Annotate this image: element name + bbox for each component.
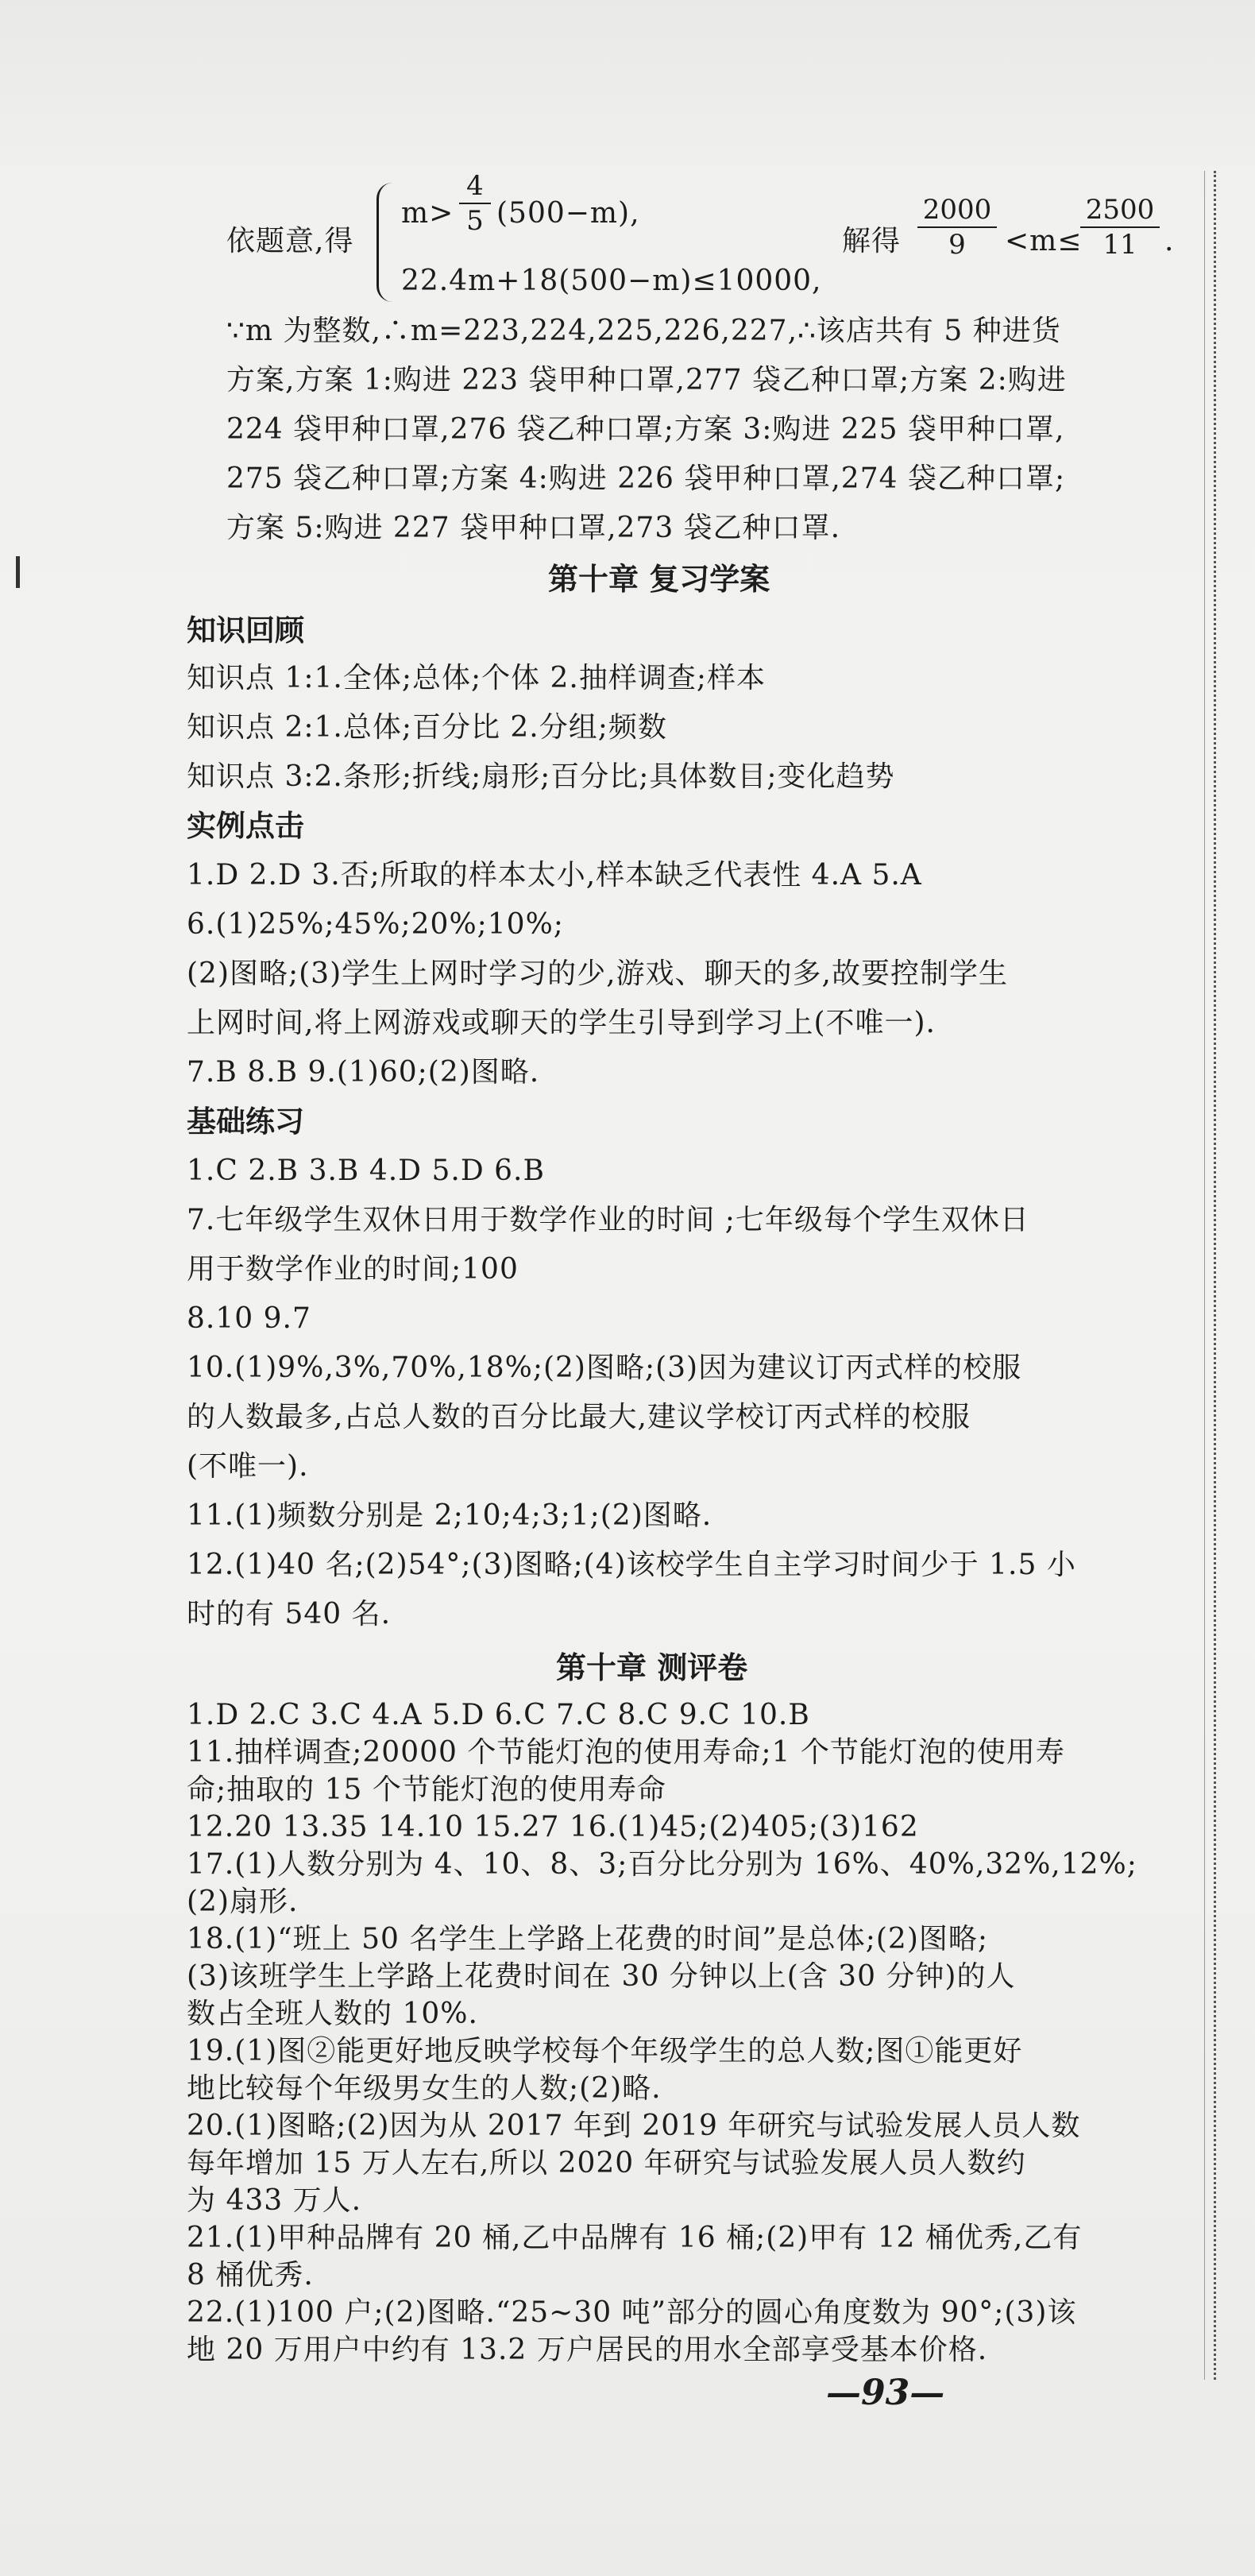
margin-rule-thin [1204, 171, 1205, 2380]
ineq1-numerator: 4 [466, 170, 484, 202]
scan-mark [16, 556, 20, 588]
test-line: 19.(1)图②能更好地反映学校每个年级学生的总人数;图①能更好 [187, 2035, 1023, 2067]
fraction-bar [1080, 226, 1160, 228]
test-line: (3)该班学生上学路上花费时间在 30 分钟以上(含 30 分钟)的人 [187, 1960, 1016, 1993]
range-end: . [1164, 225, 1175, 257]
fraction-bar [459, 203, 491, 204]
test-line: 18.(1)“班上 50 名学生上学路上花费的时间”是总体;(2)图略; [187, 1923, 989, 1955]
margin-rule [1214, 171, 1216, 2380]
practice-line: 的人数最多,占总人数的百分比最大,建议学校订丙式样的校服 [187, 1401, 971, 1433]
lower-numerator: 2000 [922, 194, 992, 226]
practice-line: 1.C 2.B 3.B 4.D 5.D 6.B [187, 1155, 545, 1187]
test-line: 11.抽样调查;20000 个节能灯泡的使用寿命;1 个节能灯泡的使用寿 [187, 1736, 1065, 1769]
system-brace [376, 183, 396, 302]
test-line: 21.(1)甲种品牌有 20 桶,乙中品牌有 16 桶;(2)甲有 12 桶优秀,乙有 [187, 2222, 1083, 2254]
test-line: 20.(1)图略;(2)因为从 2017 年到 2019 年研究与试验发展人员人数 [187, 2110, 1081, 2142]
test-line: 地 20 万用户中约有 13.2 万户居民的用水全部享受基本价格. [187, 2334, 988, 2366]
upper-numerator: 2500 [1085, 194, 1155, 226]
text-line: 275 袋乙种口罩;方案 4:购进 226 袋甲种口罩,274 袋乙种口罩; [226, 462, 1066, 495]
practice-line: 12.(1)40 名;(2)54°;(3)图略;(4)该校学生自主学习时间少于 1.5 小 [187, 1549, 1076, 1581]
test-line: 12.20 13.35 14.10 15.27 16.(1)45;(2)405;(3)162 [187, 1811, 919, 1843]
practice-line: 用于数学作业的时间;100 [187, 1253, 519, 1286]
review-line: 知识点 2:1.总体;百分比 2.分组;频数 [187, 711, 667, 744]
example-line: 1.D 2.D 3.否;所取的样本太小,样本缺乏代表性 4.A 5.A [187, 859, 922, 892]
practice-line: 11.(1)频数分别是 2;10;4;3;1;(2)图略. [187, 1499, 712, 1532]
ineq1-denominator: 5 [466, 205, 484, 237]
example-line: 7.B 8.B 9.(1)60;(2)图略. [187, 1056, 540, 1089]
page-number: —93— [826, 2373, 945, 2413]
practice-line: 7.七年级学生双休日用于数学作业的时间 ;七年级每个学生双休日 [187, 1204, 1029, 1236]
formula-prefix: 依题意,得 [226, 225, 354, 257]
text-line: 方案 5:购进 227 袋甲种口罩,273 袋乙种口罩. [226, 512, 841, 544]
fraction-bar [917, 226, 997, 228]
practice-line: 8.10 9.7 [187, 1302, 311, 1335]
practice-line: (不唯一). [187, 1450, 309, 1483]
test-line: (2)扇形. [187, 1886, 299, 1918]
ineq2: 22.4m+18(500−m)≤10000, [401, 265, 822, 297]
section-examples: 实例点击 [187, 809, 304, 843]
text-line: 224 袋甲种口罩,276 袋乙种口罩;方案 3:购进 225 袋甲种口罩, [226, 413, 1065, 446]
test-line: 22.(1)100 户;(2)图略.“25~30 吨”部分的圆心角度数为 90°;(3)该 [187, 2296, 1077, 2329]
upper-fraction [1080, 195, 1160, 260]
example-line: (2)图略;(3)学生上网时学习的少,游戏、聊天的多,故要控制学生 [187, 957, 1009, 990]
test-line: 每年增加 15 万人左右,所以 2020 年研究与试验发展人员人数约 [187, 2147, 1026, 2180]
range-mid: <m≤ [1005, 225, 1083, 257]
test-line: 数占全班人数的 10%. [187, 1998, 478, 2030]
text-line: ∵m 为整数,∴m=223,224,225,226,227,∴该店共有 5 种进货 [226, 315, 1061, 347]
chapter-title-review: 第十章 复习学案 [548, 562, 770, 597]
review-line: 知识点 3:2.条形;折线;扇形;百分比;具体数目;变化趋势 [187, 760, 895, 793]
lower-fraction [917, 195, 997, 260]
test-line: 命;抽取的 15 个节能灯泡的使用寿命 [187, 1773, 666, 1806]
ineq1-rest: (500−m), [496, 197, 640, 230]
test-line: 1.D 2.C 3.C 4.A 5.D 6.C 7.C 8.C 9.C 10.B [187, 1699, 810, 1731]
test-line: 17.(1)人数分别为 4、10、8、3;百分比分别为 16%、40%,32%,12%; [187, 1848, 1137, 1881]
upper-denominator: 11 [1102, 229, 1137, 261]
chapter-title-test: 第十章 测评卷 [556, 1650, 748, 1685]
section-review: 知识回顾 [187, 613, 304, 648]
review-line: 知识点 1:1.全体;总体;个体 2.抽样调查;样本 [187, 662, 767, 694]
example-line: 上网时间,将上网游戏或聊天的学生引导到学习上(不唯一). [187, 1007, 936, 1039]
lower-denominator: 9 [948, 229, 966, 261]
practice-line: 时的有 540 名. [187, 1598, 392, 1630]
text-line: 方案,方案 1:购进 223 袋甲种口罩,277 袋乙种口罩;方案 2:购进 [226, 364, 1067, 396]
test-line: 地比较每个年级男女生的人数;(2)略. [187, 2072, 662, 2105]
ineq1-fraction [459, 171, 491, 236]
ineq1-m: m> [401, 197, 454, 230]
section-practice: 基础练习 [187, 1104, 304, 1139]
example-line: 6.(1)25%;45%;20%;10%; [187, 908, 564, 941]
test-line: 为 433 万人. [187, 2184, 362, 2217]
solve-prefix: 解得 [842, 225, 902, 257]
practice-line: 10.(1)9%,3%,70%,18%;(2)图略;(3)因为建议订丙式样的校服 [187, 1352, 1022, 1384]
test-line: 8 桶优秀. [187, 2259, 314, 2292]
